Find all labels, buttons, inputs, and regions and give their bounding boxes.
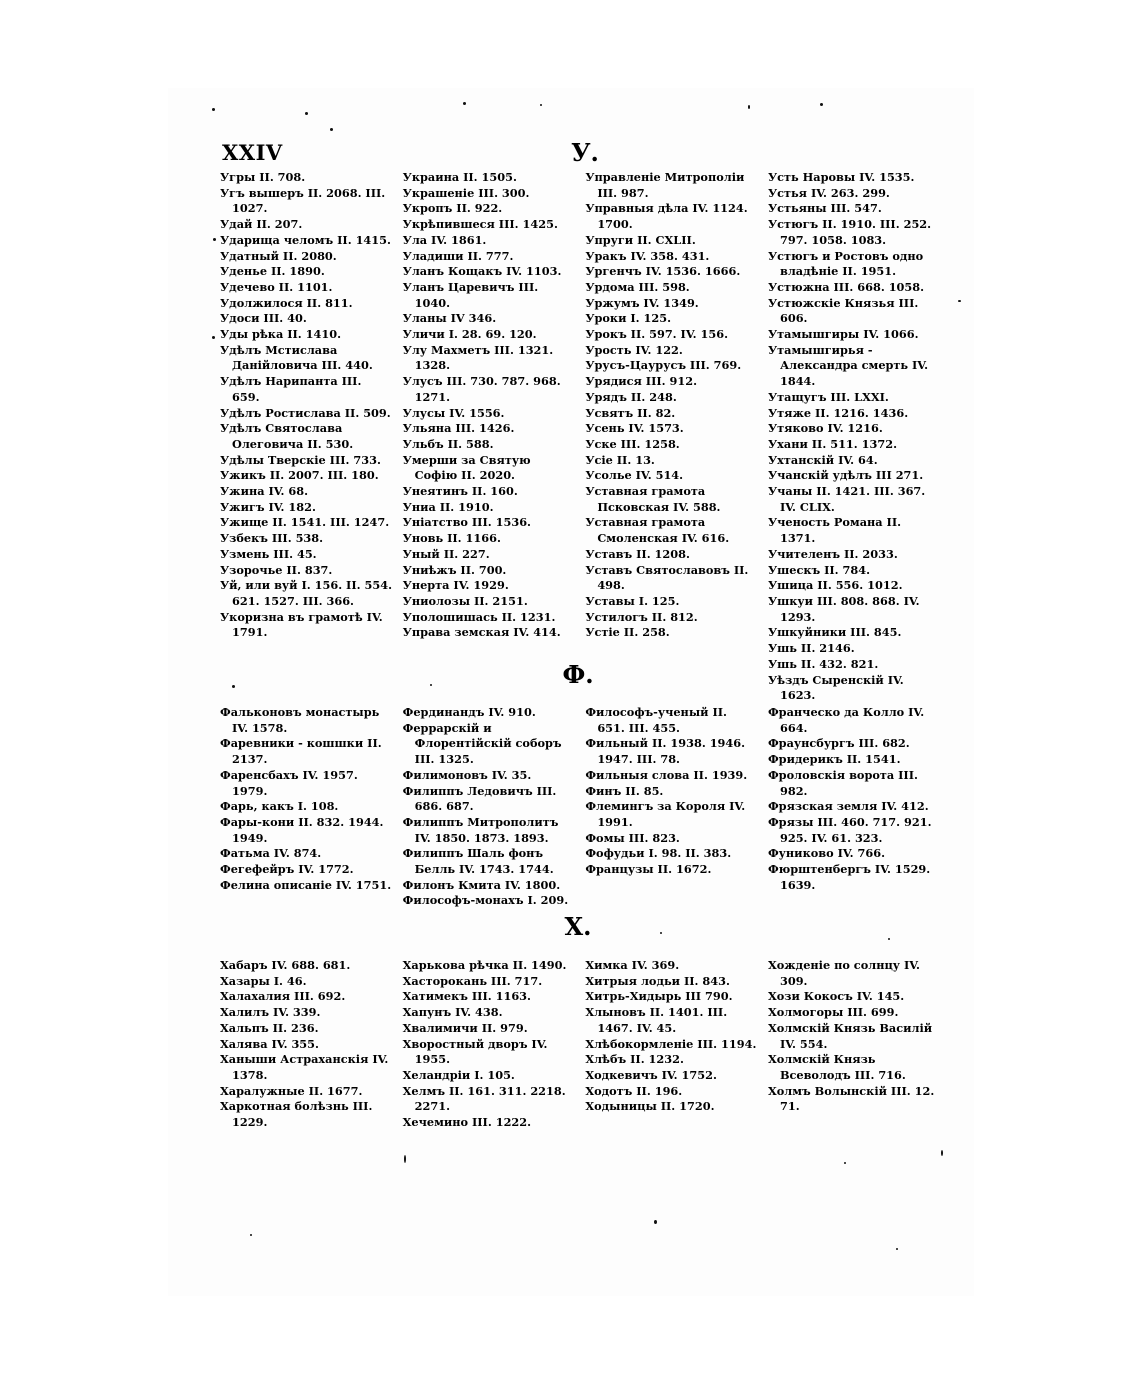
index-column xyxy=(585,958,757,1131)
index-entry: Ходкевичъ IV. 1752. xyxy=(585,1067,717,1082)
index-entry: Укрѣпившеся III. 1425. xyxy=(402,217,558,232)
index-entry: Ушица II. 556. 1012. xyxy=(767,578,903,593)
index-entry: Хеландрiи I. 105. xyxy=(402,1067,515,1082)
index-columns-f xyxy=(220,705,940,909)
index-entry: Утащугъ III. LXXI. xyxy=(767,389,889,404)
index-entry: Хлѣбокормленiе III. 1194. xyxy=(585,1036,757,1051)
index-column xyxy=(403,958,575,1131)
index-entry: Хазары I. 46. xyxy=(220,973,307,988)
index-entry: Фроловскiя ворота III. 982. xyxy=(767,767,918,798)
index-entry: Устiе II. 258. xyxy=(585,625,670,640)
index-entry: Удоси III. 40. xyxy=(220,311,307,326)
index-entry: Уновь II. 1166. xyxy=(402,531,501,546)
index-entry: Харалужные II. 1677. xyxy=(220,1083,363,1098)
index-entry: Усть Наровы IV. 1535. xyxy=(767,170,915,184)
scan-speck xyxy=(212,108,215,111)
index-column xyxy=(220,705,392,909)
index-entry: Узмень III. 45. xyxy=(220,546,317,561)
index-entry: Фаревники - кошшки II. 2137. xyxy=(220,736,382,767)
index-entry: Холмъ Волынскiй III. 12. 71. xyxy=(767,1083,935,1114)
index-entry: Фильный II. 1938. 1946. 1947. III. 78. xyxy=(585,736,746,767)
index-entry: Харькова рѣчка II. 1490. xyxy=(402,958,567,972)
index-entry: Узбекъ III. 538. xyxy=(220,531,324,546)
index-column xyxy=(403,170,575,704)
index-entry: Ужигъ IV. 182. xyxy=(220,499,316,514)
scan-speck xyxy=(330,128,333,131)
index-entry: Фрязская земля IV. 412. xyxy=(767,799,929,814)
index-entry: Ульбъ II. 588. xyxy=(402,436,494,451)
index-column xyxy=(768,170,940,704)
index-entry: Уске III. 1258. xyxy=(585,436,680,451)
index-entry: Уладиши II. 777. xyxy=(402,248,514,263)
index-entry: Фары-кони II. 832. 1944. 1949. xyxy=(220,814,384,845)
index-entry: Уный II. 227. xyxy=(402,546,490,561)
index-entry: Утяже II. 1216. 1436. xyxy=(767,405,909,420)
scan-speck xyxy=(232,685,235,688)
index-entry: Управа земская IV. 414. xyxy=(402,625,561,640)
index-entry: Филиппъ Шаль фонъ Белль IV. 1743. 1744. xyxy=(402,846,554,877)
index-entry: Учаны II. 1421. III. 367. IV. CLIX. xyxy=(767,484,926,514)
index-entry: Уличи I. 28. 69. 120. xyxy=(402,327,537,342)
index-entry: Флемингъ за Короля IV. 1991. xyxy=(585,799,746,829)
index-entry: Фофудьи I. 98. II. 383. xyxy=(585,846,732,861)
index-column xyxy=(585,705,757,909)
index-entry: Философъ-ученый II. 651. III. 455. xyxy=(585,705,727,735)
index-entry: Удѣлъ Нарипанта III. 659. xyxy=(220,374,362,404)
index-entry: Хасторокань III. 717. xyxy=(402,973,543,988)
index-column xyxy=(403,705,575,909)
index-entry: Урядъ II. 248. xyxy=(585,389,677,404)
index-entry: Халахалия III. 692. xyxy=(220,989,346,1004)
index-entry: Фильныя слова II. 1939. xyxy=(585,767,748,782)
index-entry: Ушкуи III. 808. 868. IV. 1293. xyxy=(767,593,920,624)
index-entry: Учанскiй удѣлъ III 271. xyxy=(767,468,924,483)
scan-speck xyxy=(888,938,890,940)
index-entry: Французы II. 1672. xyxy=(585,862,712,877)
scan-speck xyxy=(430,684,432,686)
index-entry: Угъ вышеръ II. 2068. III. 1027. xyxy=(220,185,386,216)
index-entry: Ухтанскiй IV. 64. xyxy=(767,452,878,467)
index-entry: Укоризна въ грамотѣ IV. 1791. xyxy=(220,609,383,640)
index-entry: Упруги II. CXLII. xyxy=(585,232,696,247)
index-entry: Ужина IV. 68. xyxy=(220,484,309,499)
index-entry: Хвалимичи II. 979. xyxy=(402,1020,528,1035)
index-entry: Уставъ Святославовъ II. 498. xyxy=(585,562,749,593)
index-entry: Устюгъ II. 1910. III. 252. 797. 1058. 1083. xyxy=(767,217,932,247)
index-entry: Ухани II. 511. 1372. xyxy=(767,436,898,451)
index-entry: Утамышгиры IV. 1066. xyxy=(767,327,919,342)
index-entry: Узорочье II. 837. xyxy=(220,562,333,577)
index-entry: Холмскiй Князь Василiй IV. 554. xyxy=(767,1020,933,1051)
index-entry: Усвятъ II. 82. xyxy=(585,405,676,420)
index-entry: Улу Махметъ III. 1321. 1328. xyxy=(402,342,554,373)
index-entry: Удай II. 207. xyxy=(220,217,303,232)
index-entry: Хапунъ IV. 438. xyxy=(402,1005,503,1020)
index-entry: Фегефейръ IV. 1772. xyxy=(220,862,354,877)
scan-speck xyxy=(404,1155,406,1163)
index-entry: Филиппъ Митрополитъ IV. 1850. 1873. 1893. xyxy=(402,814,559,845)
index-entry: Холмогоры III. 699. xyxy=(767,1005,899,1020)
index-entry: Устья IV. 263. 299. xyxy=(767,185,890,200)
index-entry: Фридерикъ II. 1541. xyxy=(767,752,901,767)
scan-speck xyxy=(748,105,750,109)
index-entry: Униа II. 1910. xyxy=(402,499,494,514)
index-entry: Утяково IV. 1216. xyxy=(767,421,883,436)
index-entry: Халилъ IV. 339. xyxy=(220,1005,321,1020)
index-entry: Устилогъ II. 812. xyxy=(585,609,698,624)
index-entry: Украшенiе III. 300. xyxy=(402,185,530,200)
index-entry: Уставы I. 125. xyxy=(585,593,680,608)
index-entry: Харкотная болѣзнь III. 1229. xyxy=(220,1099,373,1130)
index-entry: Униолозы II. 2151. xyxy=(402,593,528,608)
index-entry: Унеятинъ II. 160. xyxy=(402,484,518,499)
index-entry: Хальпъ II. 236. xyxy=(220,1020,319,1035)
index-entry: Уроки I. 125. xyxy=(585,311,672,326)
index-entry: Ударища челомъ II. 1415. xyxy=(220,232,391,247)
index-entry: Ургенчъ IV. 1536. 1666. xyxy=(585,264,741,279)
index-column xyxy=(220,170,392,704)
index-entry: Фелина описанiе IV. 1751. xyxy=(220,877,392,892)
scan-speck xyxy=(660,932,662,934)
index-column xyxy=(768,958,940,1131)
index-entry: Урусъ-Цаурусъ III. 769. xyxy=(585,358,742,373)
index-entry: Уланъ Царевичъ III. 1040. xyxy=(402,279,539,310)
index-entry: Фердинандъ IV. 910. xyxy=(402,705,536,719)
index-entry: Хлыновъ II. 1401. III. 1467. IV. 45. xyxy=(585,1005,728,1035)
index-column xyxy=(585,170,757,704)
scan-speck xyxy=(820,103,823,106)
index-entry: Хитрыя лодьи II. 843. xyxy=(585,973,730,988)
index-entry: Филиппъ Ледовичъ III. 686. 687. xyxy=(402,783,557,814)
index-columns-kh xyxy=(220,958,940,1131)
index-entry: Хожденiе по солнцу IV. 309. xyxy=(767,958,920,988)
index-entry: Удѣлъ Мстислава Данiйловича III. 440. xyxy=(220,342,373,373)
index-entry: Ужище II. 1541. III. 1247. xyxy=(220,515,390,530)
index-entry: Управныя дѣла IV. 1124. 1700. xyxy=(585,201,748,232)
index-entry: Усень IV. 1573. xyxy=(585,421,684,436)
index-entry: Уполошишась II. 1231. xyxy=(402,609,556,624)
index-entry: Ушкуйники III. 845. xyxy=(767,625,902,640)
index-entry: Фуниково IV. 766. xyxy=(767,846,886,861)
index-entry: Усолье IV. 514. xyxy=(585,468,684,483)
index-entry: Холмскiй Князь Всеволодъ III. 716. xyxy=(767,1052,906,1082)
index-entry: Ула IV. 1861. xyxy=(402,232,487,247)
index-entry: Хворостный дворъ IV. 1955. xyxy=(402,1036,548,1067)
index-entry: Украина II. 1505. xyxy=(402,170,517,184)
index-entry: Фюрштенбергъ IV. 1529. 1639. xyxy=(767,862,931,892)
index-entry: Фомы III. 823. xyxy=(585,830,680,845)
index-entry: Химка IV. 369. xyxy=(585,958,680,972)
index-entry: Уракъ IV. 358. 431. xyxy=(585,248,710,263)
index-column xyxy=(768,705,940,909)
scan-speck xyxy=(654,1220,657,1224)
index-entry: Ушескъ II. 784. xyxy=(767,562,871,577)
index-entry: Ходотъ II. 196. xyxy=(585,1083,683,1098)
index-entry: Фраунсбургъ III. 682. xyxy=(767,736,910,751)
index-entry: Хечемино III. 1222. xyxy=(402,1115,532,1130)
index-column xyxy=(220,958,392,1131)
scan-speck xyxy=(250,1234,252,1236)
scan-speck xyxy=(844,1162,846,1164)
index-entry: Урость IV. 122. xyxy=(585,342,683,357)
index-entry: Унерта IV. 1929. xyxy=(402,578,509,593)
index-entry: Уй, или вуй I. 156. II. 554. 621. 1527. III. 366. xyxy=(220,578,393,608)
index-entry: Устюжна III. 668. 1058. xyxy=(767,279,925,294)
scan-speck xyxy=(540,104,542,106)
section-heading-f: Ф. xyxy=(562,660,594,689)
scan-speck xyxy=(941,1150,943,1156)
index-entry: Феррарскiй и Флорентiйскiй соборъ III. 1325. xyxy=(402,720,562,767)
index-entry: Ульяна III. 1426. xyxy=(402,421,515,436)
scan-speck xyxy=(463,102,466,105)
scan-speck xyxy=(896,1248,898,1250)
index-entry: Фаренсбахъ IV. 1957. 1979. xyxy=(220,767,358,798)
index-entry: Хлѣбъ II. 1232. xyxy=(585,1052,684,1067)
scan-speck xyxy=(213,238,216,241)
index-entry: Халява IV. 355. xyxy=(220,1036,319,1051)
index-entry: Удѣлы Тверскiе III. 733. xyxy=(220,452,381,467)
index-entry: Урдома III. 598. xyxy=(585,279,690,294)
index-columns-u xyxy=(220,170,940,704)
section-heading-u: У. xyxy=(571,138,599,167)
index-entry: Угры II. 708. xyxy=(220,170,306,184)
index-entry: Уденье II. 1890. xyxy=(220,264,325,279)
index-entry: Удечево II. 1101. xyxy=(220,279,333,294)
index-entry: Унiатство III. 1536. xyxy=(402,515,531,530)
index-entry: Хатимекъ III. 1163. xyxy=(402,989,531,1004)
scan-speck xyxy=(958,300,961,302)
index-entry: Униѣжъ II. 700. xyxy=(402,562,507,577)
index-entry: Улусы IV. 1556. xyxy=(402,405,505,420)
index-entry: Урокъ II. 597. IV. 156. xyxy=(585,327,729,342)
page-number: XXIV xyxy=(222,140,283,165)
index-entry: Удолжилося II. 811. xyxy=(220,295,353,310)
scan-speck xyxy=(212,336,215,339)
index-entry: Утамышгирья - Александра смерть IV. 1844. xyxy=(767,342,929,389)
index-entry: Устюгъ и Ростовъ одно владѣнiе II. 1951. xyxy=(767,248,924,279)
index-entry: Управленiе Митрополiи III. 987. xyxy=(585,170,745,200)
index-entry: Фарь, какъ I. 108. xyxy=(220,799,339,814)
index-entry: Укропъ II. 922. xyxy=(402,201,503,216)
index-entry: Удатный II. 2080. xyxy=(220,248,337,263)
index-entry: Уѣздъ Сыренскiй IV. 1623. xyxy=(767,672,904,703)
index-entry: Удѣлъ Святослава Олеговича II. 530. xyxy=(220,421,354,451)
index-entry: Хитрь-Хидырь III 790. xyxy=(585,989,733,1004)
index-entry: Устьяны III. 547. xyxy=(767,201,882,216)
index-entry: Франческо да Колло IV. 664. xyxy=(767,705,925,735)
index-entry: Удѣлъ Ростислава II. 509. xyxy=(220,405,391,420)
index-entry: Уржумъ IV. 1349. xyxy=(585,295,699,310)
scan-speck xyxy=(305,112,308,115)
index-entry: Уланъ Кощакъ IV. 1103. xyxy=(402,264,562,279)
index-entry: Филимоновъ IV. 35. xyxy=(402,767,532,782)
index-entry: Ужикъ II. 2007. III. 180. xyxy=(220,468,379,483)
index-entry: Финъ II. 85. xyxy=(585,783,664,798)
index-entry: Улусъ III. 730. 787. 968. 1271. xyxy=(402,374,561,404)
index-entry: Хози Кокосъ IV. 145. xyxy=(767,989,905,1004)
index-entry: Уставная грамота Смоленская IV. 616. xyxy=(585,515,730,546)
index-entry: Урядися III. 912. xyxy=(585,374,698,389)
index-entry: Ханыши Астраханскiя IV. 1378. xyxy=(220,1052,389,1082)
index-entry: Усiе II. 13. xyxy=(585,452,655,467)
index-entry: Ушь II. 432. 821. xyxy=(767,656,879,671)
index-entry: Уланы IV 346. xyxy=(402,311,497,326)
index-entry: Ходыницы II. 1720. xyxy=(585,1099,715,1114)
index-entry: Умерши за Святую Софiю II. 2020. xyxy=(402,452,531,483)
index-entry: Хабаръ IV. 688. 681. xyxy=(220,958,351,972)
index-entry: Уды рѣка II. 1410. xyxy=(220,327,342,342)
index-entry: Учителенъ II. 2033. xyxy=(767,546,898,561)
index-entry: Философъ-монахъ I. 209. xyxy=(402,893,569,908)
index-entry: Фальконовъ монастырь IV. 1578. xyxy=(220,705,380,735)
section-heading-kh: Х. xyxy=(564,912,592,941)
index-entry: Филонъ Кмита IV. 1800. xyxy=(402,877,561,892)
index-entry: Ушь II. 2146. xyxy=(767,641,855,656)
index-entry: Хелмъ II. 161. 311. 2218. 2271. xyxy=(402,1083,566,1114)
index-entry: Ученость Романа II. 1371. xyxy=(767,515,902,546)
index-entry: Устюжскiе Князья III. 606. xyxy=(767,295,919,326)
index-entry: Уставъ II. 1208. xyxy=(585,546,690,561)
index-entry: Уставная грамота Псковская IV. 588. xyxy=(585,484,721,514)
index-entry: Фатьма IV. 874. xyxy=(220,846,322,861)
index-entry: Фрязы III. 460. 717. 921. 925. IV. 61. 323. xyxy=(767,814,932,845)
